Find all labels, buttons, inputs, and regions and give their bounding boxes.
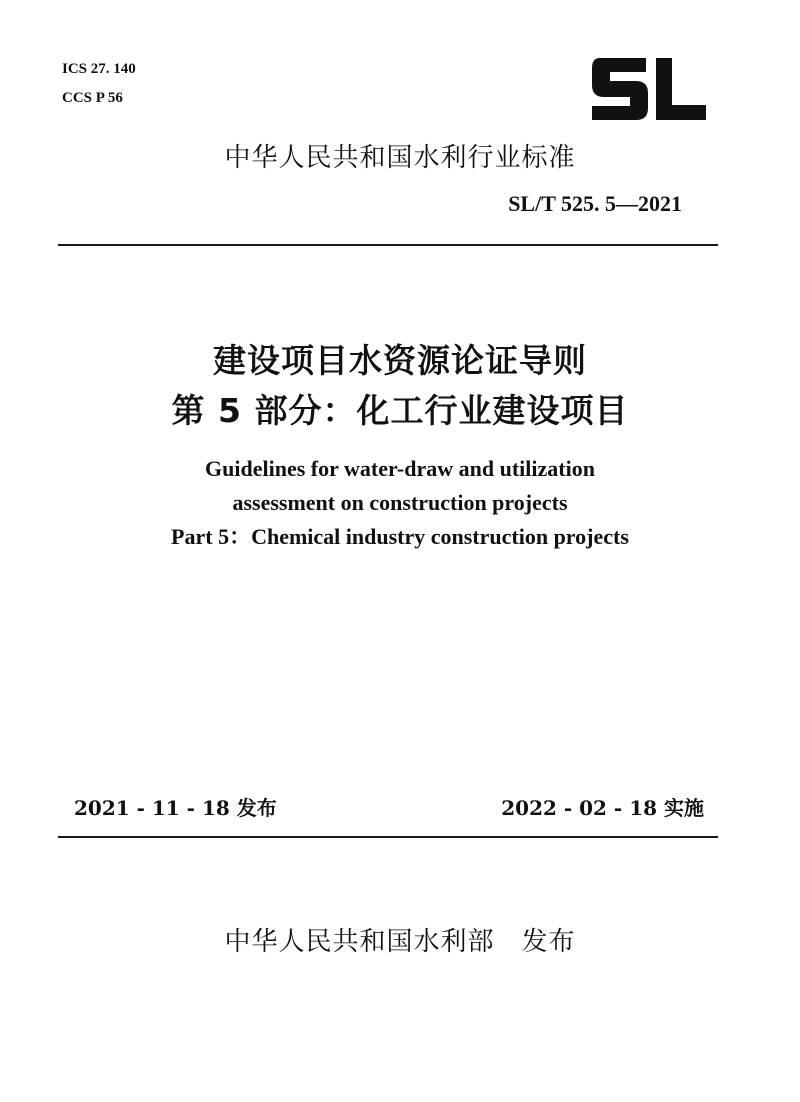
- top-divider: [58, 244, 718, 246]
- chinese-title-line-2: 第 5 部分：化工行业建设项目: [171, 391, 629, 430]
- sl-logo-s-shape: [592, 58, 648, 120]
- english-title-line-1: Guidelines for water-draw and utilization: [205, 456, 595, 481]
- bottom-divider: [58, 836, 718, 838]
- ics-code: ICS 27. 140: [62, 61, 136, 77]
- implementation-date: 2022 - 02 - 18 实施: [501, 796, 704, 820]
- sl-logo-l-shape: [656, 58, 706, 120]
- english-title-line-3: Part 5：Chemical industry construction projects: [171, 524, 629, 549]
- ccs-code: CCS P 56: [62, 90, 123, 106]
- chinese-title-line-1: 建设项目水资源论证导则: [213, 341, 587, 380]
- standard-number: SL/T 525. 5—2021: [508, 191, 682, 216]
- standard-category-title: 中华人民共和国水利行业标准: [224, 143, 576, 173]
- english-title-line-2: assessment on construction projects: [232, 490, 568, 515]
- publisher: 中华人民共和国水利部 发布: [224, 927, 576, 957]
- sl-logo: [590, 58, 706, 120]
- issue-date: 2021 - 11 - 18 发布: [74, 796, 277, 820]
